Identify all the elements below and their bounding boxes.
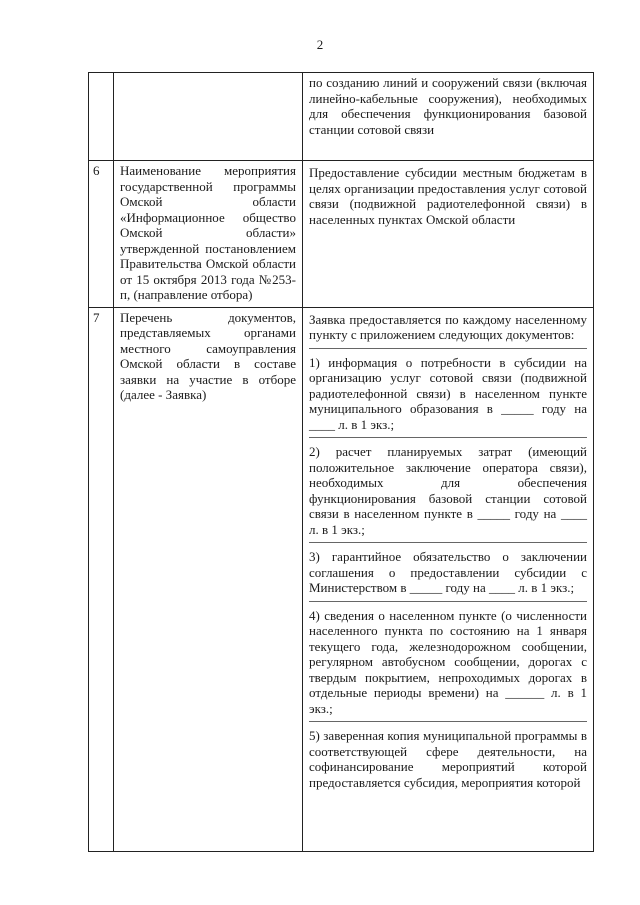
row-number-cell: 6: [89, 161, 114, 308]
row-number-cell: [89, 73, 114, 161]
list-item: Заявка предоставляется по каждому населенному пункту с приложением следующих документов:: [309, 311, 587, 342]
page-number: 2: [316, 37, 324, 52]
value-cell: [303, 161, 594, 308]
list-item: 2) расчет планируемых затрат (имеющий положительное заключение оператора связи), необходимых для обеспечения функционирования базовой станции сотовой связи в населенном пункте в _____ году на ____ л. в 1 экз.;: [309, 437, 587, 542]
table-row: [89, 161, 594, 308]
list-item: 5) заверенная копия муниципальной программы в соответствующей сфере деятельности, на софинансирование мероприятий которой предоставляется субсидия, мероприятия которой: [309, 721, 587, 795]
value-text: Предоставление субсидии местным бюджетам в целях организации предоставления услуг сотовой связи (подвижной радиотелефонной связи) в населенных пунктах Омской области: [309, 165, 587, 227]
value-text: по созданию линий и сооружений связи (включая линейно-кабельные сооружения), необходимых для обеспечения функционирования базовой станции сотовой связи: [309, 75, 587, 137]
list-item: 1) информация о потребности в субсидии на организацию услуг сотовой связи (подвижной радиотелефонной связи) в населенном пункте муниципального образования в _____ году на ____ л. в 1 экз.;: [309, 348, 587, 438]
table-row: [89, 307, 594, 851]
list-item: 3) гарантийное обязательство о заключении соглашения о предоставлении субсидии с Министерством в _____ году на ____ л. в 1 экз.;: [309, 542, 587, 601]
row-number-cell: 7: [89, 307, 114, 851]
table-row: [89, 73, 594, 161]
parameter-cell: Перечень документов, представляемых органами местного самоуправления Омской области в составе заявки на участие в отборе (далее - Заявка): [114, 307, 303, 851]
document-table: [88, 72, 594, 852]
parameter-cell: [114, 73, 303, 161]
list-item: 4) сведения о населенном пункте (о численности населенного пункта по состоянию на 1 января текущего года, железнодорожном сообщении, регулярном автобусном сообщении, дорогах с твердым покрытием, непроходимых дорогах в отдельные периоды времени) на ______ л. в 1 экз.;: [309, 601, 587, 722]
parameter-cell: Наименование мероприятия государственной программы Омской области «Информационное общество Омской области» утвержденной постановлением Правительства Омской области от 15 октября 2013 года №253-п, (направление отбора): [114, 161, 303, 308]
value-cell: [303, 307, 594, 851]
value-cell: [303, 73, 594, 161]
